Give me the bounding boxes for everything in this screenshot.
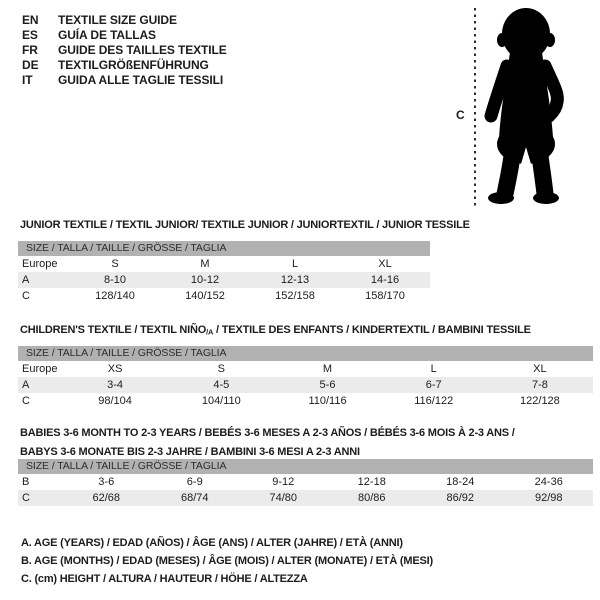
title-line2: BABYS 3-6 MONATE BIS 2-3 JAHRE / BAMBINI 3-6 MESI A 2-3 ANNI [20,445,360,458]
table-cell: 10-12 [190,274,220,286]
junior-table-title [20,217,470,236]
title-text: CHILDREN'S TEXTILE / TEXTIL NIÑO [20,324,207,336]
title-subscript: /A [206,327,214,337]
table-cell: 3-4 [107,379,124,391]
table-cell: S [217,363,225,375]
table-cell: L [291,258,299,270]
table-cell: 110/116 [308,395,347,407]
language-row [22,28,227,43]
junior-size-table [18,241,430,304]
table-cell: 8-10 [103,274,127,286]
guide-title: GUIDA ALLE TAGLIE TESSILI [58,73,224,87]
row-label: Europe [22,258,58,270]
row-label: B [22,476,30,488]
table-cell: 104/110 [201,395,241,407]
language-row [22,13,227,28]
table-rows [18,361,593,409]
footnote-b: B. AGE (MONTHS) / EDAD (MESES) / ÂGE (MOIS) / ALTER (MONATE) / ETÀ (MESI) [21,555,433,567]
size-header-bar: SIZE / TALLA / TAILLE / GRÖSSE / TAGLIA [18,346,593,361]
table-cell: 5-6 [319,379,336,391]
table-cell: 14-16 [370,274,400,286]
table-cell: 140/152 [185,290,225,302]
language-title-list [22,13,227,88]
table-cell: 80/86 [357,492,386,504]
table-cell: M [200,258,210,270]
table-cell: XL [378,258,392,270]
language-code: ES [22,28,38,42]
language-code: FR [22,43,38,57]
table-cell: 74/80 [269,492,298,504]
row-label: C [22,492,30,504]
table-cell: 18-24 [446,476,475,488]
table-cell: 92/98 [534,492,563,504]
table-cell: 6-7 [425,379,442,391]
language-code: IT [22,73,33,87]
table-cell: 152/158 [275,290,315,302]
language-row [22,43,227,58]
height-measure-label: C [456,108,465,122]
footnote-c: C. (cm) HEIGHT / ALTURA / HAUTEUR / HÖHE / ALTEZZA [21,573,308,585]
table-cell: 158/170 [365,290,405,302]
table-row [18,256,430,272]
table-cell: 122/128 [520,395,560,407]
guide-title: TEXTILE SIZE GUIDE [58,13,177,27]
title-text: / TEXTILE DES ENFANTS / KINDERTEXTIL / BAMBINI TESSILE [213,324,531,336]
table-cell: M [322,363,333,375]
table-cell: 116/122 [414,395,454,407]
children-size-table [18,346,593,409]
table-cell: 12-13 [280,274,310,286]
language-row [22,73,227,88]
table-cell: 24-36 [534,476,563,488]
baby-silhouette-icon [479,6,575,206]
size-header-bar: SIZE / TALLA / TAILLE / GRÖSSE / TAGLIA [18,459,593,474]
table-cell: 12-18 [357,476,386,488]
title-text: JUNIOR TEXTILE / TEXTIL JUNIOR/ TEXTILE JUNIOR / JUNIORTEXTIL / JUNIOR TESSILE [20,219,470,231]
size-header-bar: SIZE / TALLA / TAILLE / GRÖSSE / TAGLIA [18,241,430,256]
table-cell: 68/74 [180,492,209,504]
footnote-a: A. AGE (YEARS) / EDAD (AÑOS) / ÂGE (ANS) / ALTER (JAHRE) / ETÀ (ANNI) [21,537,403,549]
table-cell: 4-5 [213,379,230,391]
table-cell: 86/92 [446,492,475,504]
guide-title: TEXTILGRÖßENFÜHRUNG [58,58,209,72]
height-measure-dotted-line [474,8,476,207]
row-label: A [22,274,30,286]
table-row [18,377,593,393]
row-label: Europe [22,363,58,375]
table-row [18,288,430,304]
table-cell: 62/68 [92,492,121,504]
table-cell: S [111,258,119,270]
table-rows [18,256,430,304]
table-cell: 9-12 [272,476,295,488]
row-label: A [22,379,30,391]
language-code: EN [22,13,39,27]
babies-table-title [20,425,515,460]
babies-size-table [18,459,593,506]
table-cell: XL [533,363,547,375]
table-row [18,474,593,490]
language-row [22,58,227,73]
table-rows [18,474,593,506]
table-cell: 98/104 [98,395,132,407]
table-cell: 7-8 [531,379,548,391]
table-cell: 3-6 [98,476,115,488]
table-row [18,393,593,409]
language-code: DE [22,58,39,72]
row-label: C [22,395,30,407]
table-cell: 128/140 [95,290,135,302]
table-row [18,361,593,377]
guide-title: GUÍA DE TALLAS [58,28,156,42]
table-row [18,272,430,288]
footnote-legend [21,534,433,588]
guide-title: GUIDE DES TAILLES TEXTILE [58,43,227,57]
title-text: BABIES 3-6 MONTH TO 2-3 YEARS / BEBÉS 3-6 MESES A 2-3 AÑOS / BÉBÉS 3-6 MOIS À 2-3 ANS / [20,427,515,439]
table-row [18,490,593,506]
row-label: C [22,290,30,302]
table-cell: 6-9 [186,476,203,488]
table-cell: L [430,363,437,375]
table-cell: XS [107,363,123,375]
children-table-title [20,322,595,341]
